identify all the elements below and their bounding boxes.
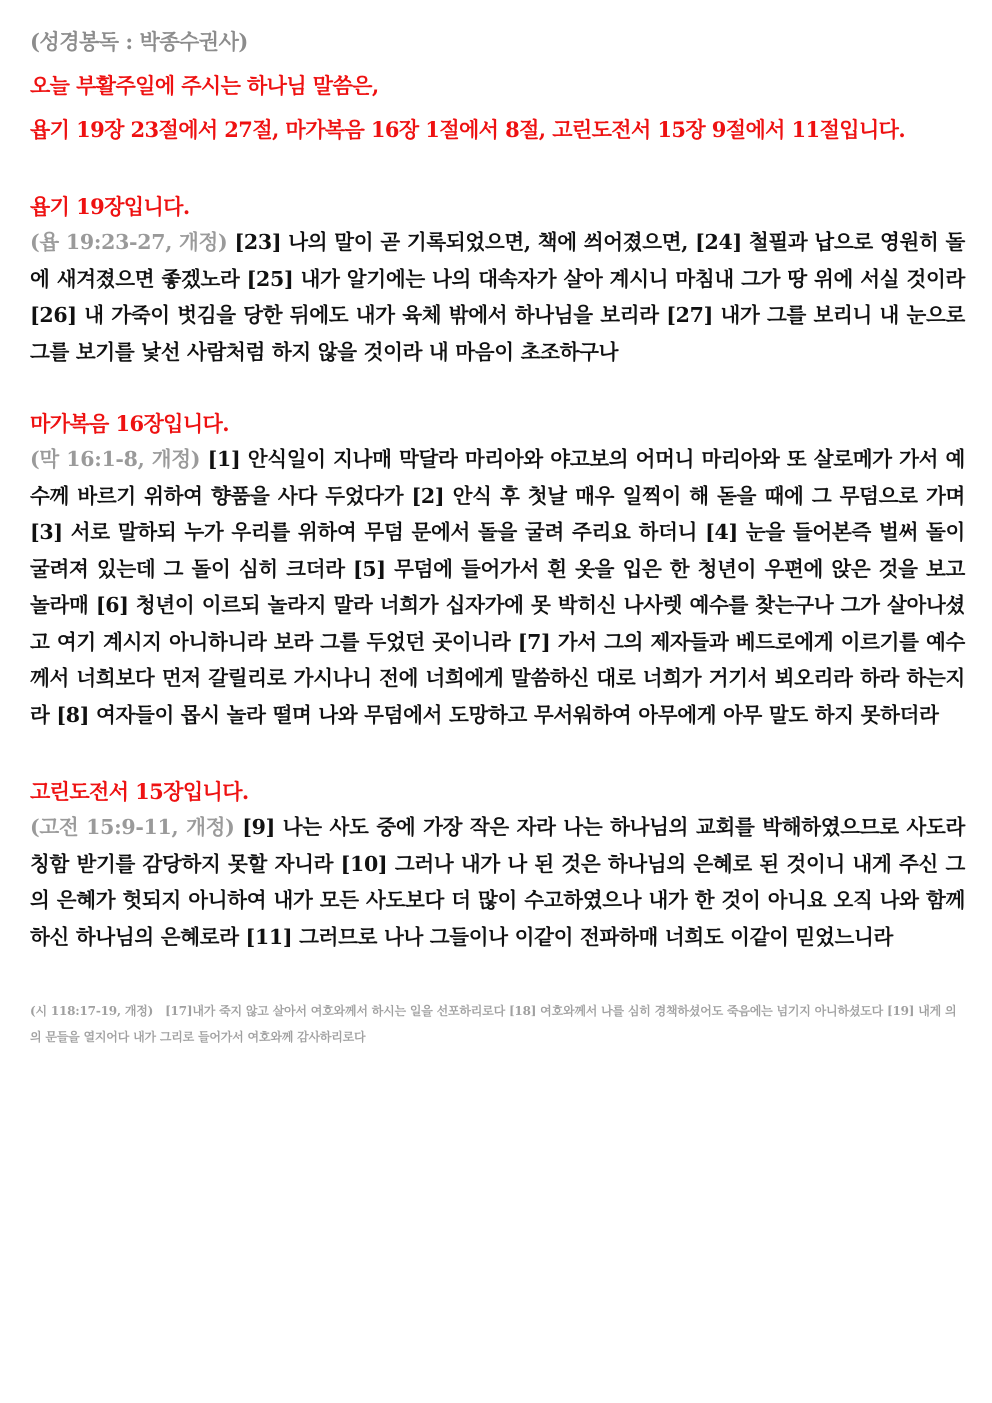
verse-body: [1] 안식일이 지나매 막달라 마리아와 야고보의 어머니 마리아와 또 살로메가 가서 예수께 바르기 위하여 향품을 사다 두었다가 [2] 안식 후 첫날 매우 일찍이 해 돋을 때에 그 무덤으로 가며 [3] 서로 말하되 누가 우리를 위하여 무덤 문에서 돌을 굴려 주리요 하더니 [4] 눈을 들어본즉 벌써 돌이 굴려져 있는데 그 돌이 심히 크더라 [5] 무덤에 들어가서 흰 옷을 입은 한 청년이 우편에 앉은 것을 보고 놀라매 [6] 청년이 이르되 놀라지 말라 너희가 십자가에 못 박히신 나사렛 예수를 찾는구나 그가 살아나셨고 여기 계시지 아니하니라 보라 그를 두었던 곳이니라 [7] 가서 그의 제자들과 베드로에게 이르기를 예수께서 너희보다 먼저 갈릴리로 가시나니 전에 너희에게 말씀하신 대로 너희가 거기서 뵈오리라 하라 하는지라 [8] 여자들이 몹시 놀라 떨며 나와 무덤에서 도망하고 무서워하여 아무에게 아무 말도 하지 못하더라: [30, 447, 965, 727]
section-title: 욥기 19장입니다.: [30, 194, 190, 219]
section-corinthians: [30, 775, 965, 955]
reader-credit: (성경봉독 : 박종수권사): [30, 29, 248, 54]
intro-line-2: 욥기 19장 23절에서 27절, 마가복음 16장 1절에서 8절, 고린도전서 15장 9절에서 11절입니다.: [30, 117, 906, 142]
footnote-reference: (시 118:17-19, 개정): [30, 1004, 154, 1018]
verse-reference: (고전 15:9-11, 개정): [30, 815, 235, 839]
footnote-text: [17]내가 죽지 않고 살아서 여호와께서 하시는 일을 선포하리로다 [18] 여호와께서 나를 심히 경책하셨어도 죽음에는 넘기지 아니하셨도다 [19] 내게 의의 문들을 열지어다 내가 그리로 들어가서 여호와께 감사하리로다: [30, 1004, 957, 1044]
passage-text: [30, 809, 965, 955]
section-job: [30, 190, 965, 370]
section-title: 고린도전서 15장입니다.: [30, 779, 249, 804]
intro-line-1: 오늘 부활주일에 주시는 하나님 말씀은,: [30, 73, 379, 98]
psalm-footnote: [30, 998, 965, 1050]
passage-text: [30, 441, 965, 733]
verse-body: [9] 나는 사도 중에 가장 작은 자라 나는 하나님의 교회를 박해하였으므로 사도라 칭함 받기를 감당하지 못할 자니라 [10] 그러나 내가 나 된 것은 하나님의 은혜로 된 것이니 내게 주신 그의 은혜가 헛되지 아니하여 내가 모든 사도보다 더 많이 수고하였으나 내가 한 것이 아니요 오직 나와 함께 하신 하나님의 은혜로라 [11] 그러므로 나나 그들이나 이같이 전파하매 너희도 이같이 믿었느니라: [30, 815, 966, 949]
verse-body: [23] 나의 말이 곧 기록되었으면, 책에 씌어졌으면, [24] 철필과 납으로 영원히 돌에 새겨졌으면 좋겠노라 [25] 내가 알기에는 나의 대속자가 살아 계시니 마침내 그가 땅 위에 서실 것이라 [26] 내 가죽이 벗김을 당한 뒤에도 내가 육체 밖에서 하나님을 보리라 [27] 내가 그를 보리니 내 눈으로 그를 보기를 낯선 사람처럼 하지 않을 것이라 내 마음이 초조하구나: [30, 230, 966, 364]
passage-text: [30, 224, 965, 370]
verse-reference: (막 16:1-8, 개정): [30, 447, 201, 471]
section-title: 마가복음 16장입니다.: [30, 411, 229, 436]
verse-reference: (욥 19:23-27, 개정): [30, 230, 228, 254]
section-mark: [30, 407, 965, 733]
